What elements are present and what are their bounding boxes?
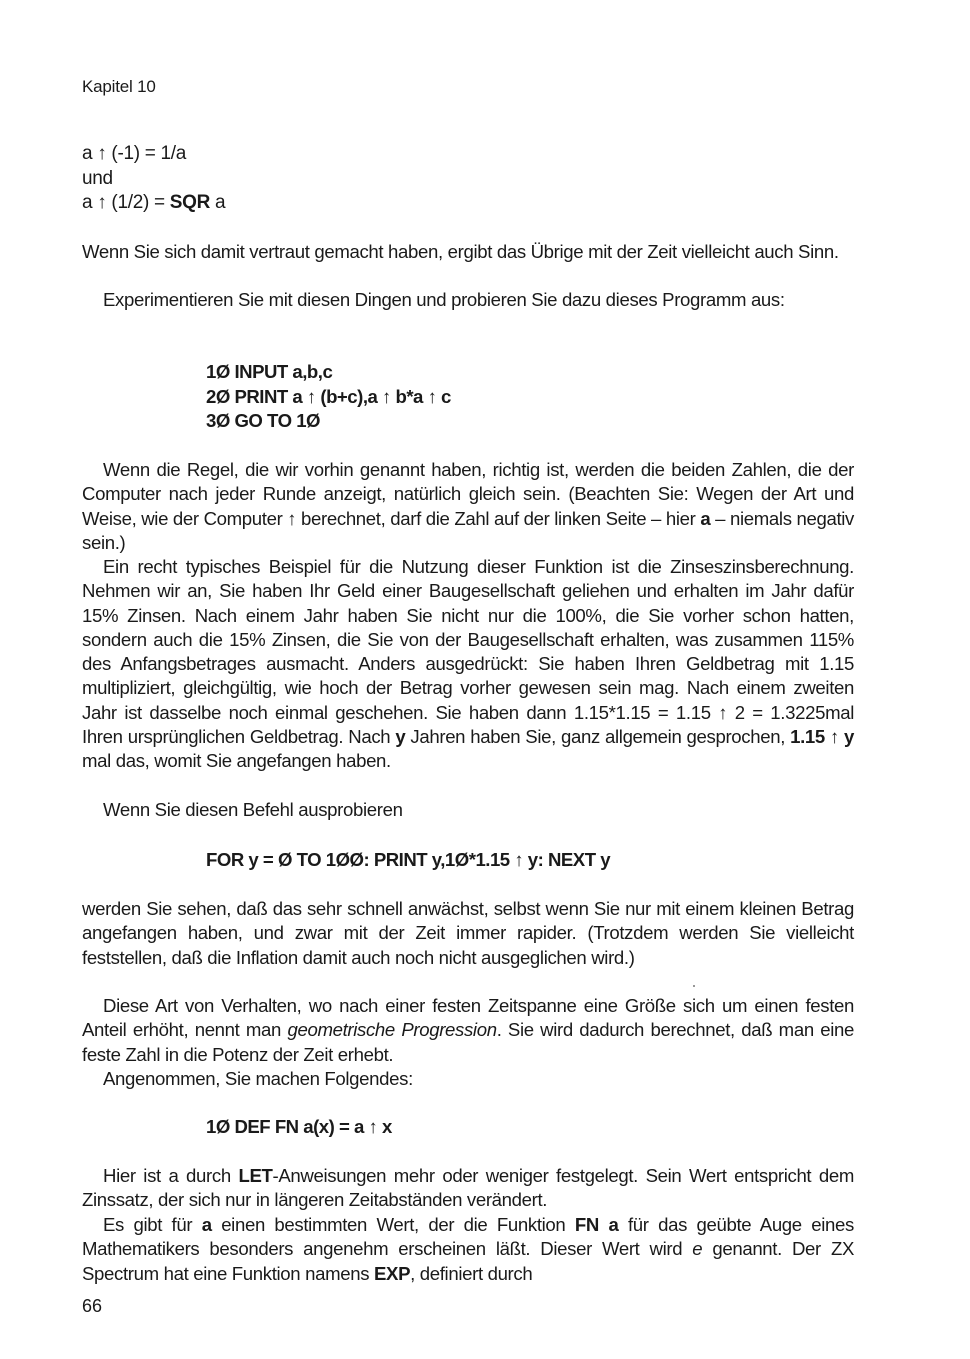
page-number: 66 — [82, 1296, 103, 1316]
paragraph-7 — [82, 994, 854, 1067]
program-line-20: 2Ø PRINT a ↑ (b+c),a ↑ b*a ↑ c — [206, 385, 451, 407]
paragraph-10-bold-fn: FN a — [574, 1214, 619, 1235]
paragraph-7-text-a: Diese Art von Verhalten, wo nach einer festen Zeitspanne eine Größe sich um einen festen Anteil erhöht, nennt man — [82, 995, 854, 1041]
paragraph-10-text-b: einen bestimmten Wert, der die Funktion — [211, 1214, 575, 1235]
formula-line-1: a ↑ (-1) = 1/a — [82, 143, 187, 164]
paragraph-10-bold-exp: EXP — [373, 1262, 411, 1284]
paragraph-4-text-c: mal das, womit Sie angefangen haben. — [82, 750, 391, 772]
paragraph-9-bold-let: LET — [238, 1165, 273, 1186]
formula-line-3-prefix: a ↑ (1/2) = — [82, 192, 170, 213]
paragraph-10-text-e: , definiert durch — [410, 1262, 533, 1284]
paragraph-10-text-d: genannt. Der ZX Spectrum hat eine Funktion namens — [82, 1238, 855, 1284]
paragraph-10-italic-e: e — [692, 1238, 703, 1260]
paragraph-6: werden Sie sehen, daß das sehr schnell anwächst, selbst wenn Sie nur mit einem kleinen Betrag angefangen haben, und zwar mit der Zeit immer rapider. (Trotzdem werden Sie vielleicht feststellen, daß die Inflation damit auch noch nicht ausgeglichen wird.) — [82, 898, 854, 968]
paragraph-2: Experimentieren Sie mit diesen Dingen und probieren Sie dazu dieses Programm aus: — [103, 289, 785, 310]
program-line-30: 3Ø GO TO 1Ø — [206, 410, 321, 431]
paragraph-4-bold-expr: 1.15 ↑ y — [790, 726, 854, 748]
program-listing-2: 1Ø DEF FN a(x) = a ↑ x — [206, 1116, 392, 1137]
paragraph-5: Wenn Sie diesen Befehl ausprobieren — [103, 799, 403, 820]
paragraph-9 — [82, 1164, 854, 1213]
paragraph-3-text-b: – niemals negativ sein.) — [82, 507, 854, 553]
paragraph-10 — [82, 1213, 854, 1286]
paragraph-4-bold-y: y — [395, 726, 406, 748]
paragraph-7-italic: geometrische Progression — [287, 1019, 497, 1041]
formula-line-3 — [82, 191, 225, 216]
program-listing-1 — [206, 360, 451, 434]
formula-sqr-keyword: SQR — [169, 192, 211, 213]
paragraph-1: Wenn Sie sich damit vertraut gemacht haben, ergibt das Übrige mit der Zeit vielleicht auch Sinn. — [82, 241, 839, 262]
running-head: Kapitel 10 — [82, 77, 156, 96]
paragraph-3-bold: a — [700, 507, 711, 529]
formula-block — [82, 142, 225, 216]
paragraph-3-text-a: Wenn die Regel, die wir vorhin genannt haben, richtig ist, werden die beiden Zahlen, die der Computer nach jeder Runde anzeigt, natürlich gleich sein. (Beachten Sie: Wegen der Art und Weise, wie der Computer ↑ berechnet, darf die Zahl auf der linken Seite – hier — [82, 459, 854, 529]
paragraph-4-text-b: Jahren haben Sie, ganz allgemein gesprochen, — [405, 726, 791, 748]
paragraph-10-text-c: für das geübte Auge eines Mathematikers besonders angenehm erscheinen läßt. Dieser Wert wird — [82, 1214, 854, 1260]
formula-line-3-suffix: a — [210, 192, 226, 213]
paragraph-10-text-a: Es gibt für — [103, 1214, 202, 1235]
paragraph-4-text-a: Ein recht typisches Beispiel für die Nutzung dieser Funktion ist die Zinseszinsberechnung. Nehmen wir an, Sie haben Ihr Geld einer Baugesellschaft geliehen und erhalten im Jahr dafür 15% Zinsen. Nach einem Jahr haben Sie nicht nur die 100%, die Sie vorher schon hatten, sondern auch die 15% Zinsen, die Sie von der Baugesellschaft erhalten, was zusammen 115% des Anfangsbetrages ausmacht. Anders ausgedrückt: Sie haben Ihren Geldbetrag mit 1.15 multipliziert, gleichgültig, wie hoch der Betrag vorher gewesen sein mag. Nach einem zweiten Jahr ist dasselbe noch einmal geschehen. Sie haben dann 1.15*1.15 = 1.15 ↑ 2 = 1.3225mal Ihren ursprünglichen Geldbetrag. Nach — [82, 556, 854, 748]
paragraph-9-text-b: -Anweisungen mehr oder weniger festgelegt. Sein Wert entspricht dem Zinssatz, der sich nur in längeren Zeitabständen verändert. — [82, 1165, 854, 1211]
scan-speck — [693, 985, 695, 987]
paragraph-10-bold-a: a — [201, 1214, 212, 1235]
paragraph-3 — [82, 458, 854, 555]
formula-line-2: und — [82, 167, 113, 189]
command-line: FOR y = Ø TO 1ØØ: PRINT y,1Ø*1.15 ↑ y: NEXT y — [206, 849, 611, 870]
paragraph-9-text-a: Hier ist a durch — [103, 1165, 239, 1186]
paragraph-7-text-b: . Sie wird dadurch berechnet, daß man eine feste Zahl in die Potenz der Zeit erhebt. — [82, 1019, 854, 1065]
paragraph-4 — [82, 555, 854, 774]
program-line-10: 1Ø INPUT a,b,c — [206, 361, 333, 382]
paragraph-8: Angenommen, Sie machen Folgendes: — [103, 1068, 413, 1089]
